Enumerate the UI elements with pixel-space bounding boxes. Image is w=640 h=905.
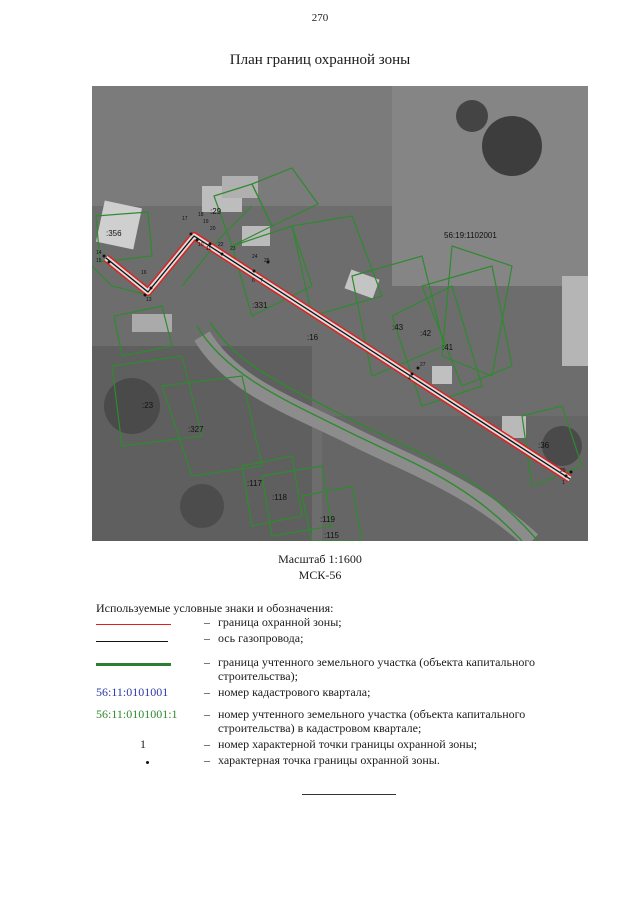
legend-item-text: граница охранной зоны;	[218, 615, 342, 629]
point-label: 15	[96, 258, 102, 264]
point-label: 10	[198, 242, 204, 248]
crs-label: МСК-56	[298, 568, 342, 582]
point-label: 19	[203, 219, 209, 225]
legend-item-text: характерная точка границы охранной зоны.	[218, 753, 440, 767]
legend-dash: –	[204, 631, 210, 645]
parcel-label: :327	[188, 425, 204, 434]
legend-item-text: граница учтенного земельного участка (объекта капитального строительства);	[218, 655, 536, 683]
parcel-label: :117	[247, 479, 262, 488]
tree-cluster	[482, 116, 542, 176]
scale-label: Масштаб 1:1600	[278, 552, 362, 566]
legend-item-text: номер учтенного земельного участка (объекта капитального строительства) в кадастровом квартале;	[218, 707, 526, 735]
point-label: 13	[146, 297, 152, 303]
point-label: 18	[198, 212, 204, 218]
parcel-label: :36	[538, 441, 550, 450]
point-label: 16	[141, 270, 147, 276]
legend-dash: –	[204, 737, 210, 751]
quarter-number-symbol: 56:11:0101001	[96, 685, 169, 699]
parcel-label: :41	[442, 343, 454, 352]
parcel-label: :23	[142, 401, 154, 410]
parcel-label: :115	[324, 531, 339, 540]
point-label: 29	[560, 468, 566, 474]
legend-heading: Используемые условные знаки и обозначения:	[96, 601, 334, 615]
parcel-label: :331	[252, 301, 268, 310]
point-label: 1	[562, 480, 565, 486]
point-label: 14	[96, 250, 102, 256]
quarter-label: 56:19:1102001	[444, 231, 497, 240]
point-label: 25	[264, 258, 270, 264]
scale-block	[0, 551, 640, 583]
point-label: 7	[260, 278, 263, 284]
red-line-symbol	[96, 624, 171, 625]
page-title: План границ охранной зоны	[229, 52, 411, 68]
green-line-symbol	[96, 663, 171, 666]
legend-dash: –	[204, 655, 210, 669]
aerial-map	[92, 86, 588, 541]
legend-dash: –	[204, 707, 210, 721]
legend-dash: –	[204, 753, 210, 767]
parcel-label: :118	[272, 493, 287, 502]
parcel-label: :119	[320, 515, 335, 524]
legend-item-text: ось газопровода;	[218, 631, 304, 645]
signature-line	[302, 794, 396, 795]
point-label: 11	[206, 246, 212, 252]
point-label: 4	[408, 376, 411, 382]
legend-dash: –	[204, 685, 210, 699]
parcel-label: :42	[420, 329, 432, 338]
legend-dash: –	[204, 615, 210, 629]
parcel-label: :16	[307, 333, 319, 342]
parcel-label: :43	[392, 323, 404, 332]
black-line-symbol	[96, 641, 168, 642]
point-label: 6	[252, 278, 255, 284]
point-number-symbol: 1	[140, 737, 146, 751]
page-number: 270	[311, 12, 329, 24]
parcel-label: :356	[106, 229, 122, 238]
point-label: 24	[252, 254, 258, 260]
legend-item-text: номер кадастрового квартала;	[218, 685, 371, 699]
point-label: 22	[218, 242, 224, 248]
parcel-label: :29	[210, 207, 222, 216]
point-label: 17	[182, 216, 188, 222]
parcel-number-symbol: 56:11:0101001:1	[96, 707, 178, 721]
point-label: 23	[230, 246, 236, 252]
point-label: 27	[420, 362, 426, 368]
point-dot-symbol	[146, 761, 149, 764]
map-canvas	[92, 86, 588, 541]
point-label: 20	[210, 226, 216, 232]
legend-item-text: номер характерной точки границы охранной зоны;	[218, 737, 478, 751]
